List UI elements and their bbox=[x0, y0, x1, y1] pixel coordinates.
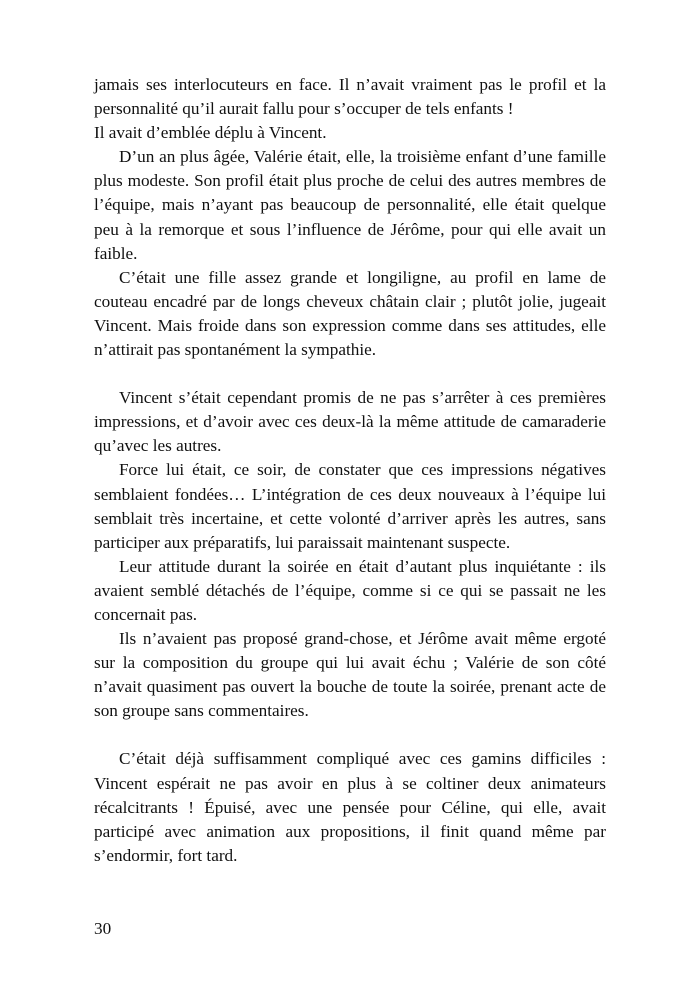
paragraph: Ils n’avaient pas proposé grand-chose, et Jérôme avait même ergoté sur la composition du groupe qui lui avait échu ; Valérie de son côté n’avait quasiment pas ouvert la bouche de toute la soirée, prenant acte de son groupe sans commentaires. bbox=[94, 629, 606, 721]
page-number: 30 bbox=[94, 919, 112, 938]
paragraph: C’était déjà suffisamment compliqué avec ces gamins difficiles : Vincent espérait ne pas avoir en plus à se coltiner deux animateurs récalcitrants ! Épuisé, avec une pensée pour Céline, qui elle, avait participé avec animation aux propositions, il finit quand même par s’endormir, fort tard. bbox=[94, 749, 606, 865]
paragraph: D’un an plus âgée, Valérie était, elle, la troisième enfant d’une famille plus modeste. Son profil était plus proche de celui des autres membres de l’équipe, mais n’ayant pas beaucoup de personnalité, elle était quelque peu à la remorque et sous l’influence de Jérôme, pour qui elle avait un faible. bbox=[94, 147, 606, 263]
paragraph: Vincent s’était cependant promis de ne pas s’arrêter à ces premières impressions, et d’avoir avec ces deux-là la même attitude de camaraderie qu’avec les autres. bbox=[94, 388, 606, 456]
paragraph: Force lui était, ce soir, de constater que ces impressions négatives semblaient fondées… L’intégration de ces deux nouveaux à l’équipe lui semblait très incertaine, et cette volonté d’arriver après les autres, sans participer aux préparatifs, lui paraissait maintenant suspecte. bbox=[94, 460, 606, 552]
paragraph: C’était une fille assez grande et longiligne, au profil en lame de couteau encadré par de longs cheveux châtain clair ; plutôt jolie, jugeait Vincent. Mais froide dans son expression comme dans ses attitudes, elle n’attirait pas spontanément la sympathie. bbox=[94, 267, 606, 360]
paragraph: Leur attitude durant la soirée en était d’autant plus inquiétante : ils avaient semblé détachés de l’équipe, comme si ce qui se passait ne les concernait pas. bbox=[94, 556, 606, 624]
paragraph: jamais ses interlocuteurs en face. Il n’avait vraiment pas le profil et la personnalité qu’il aurait fallu pour s’occuper de tels enfants ! bbox=[94, 75, 606, 119]
paragraph: Il avait d’emblée déplu à Vincent. bbox=[94, 123, 327, 143]
page-body bbox=[94, 73, 606, 868]
